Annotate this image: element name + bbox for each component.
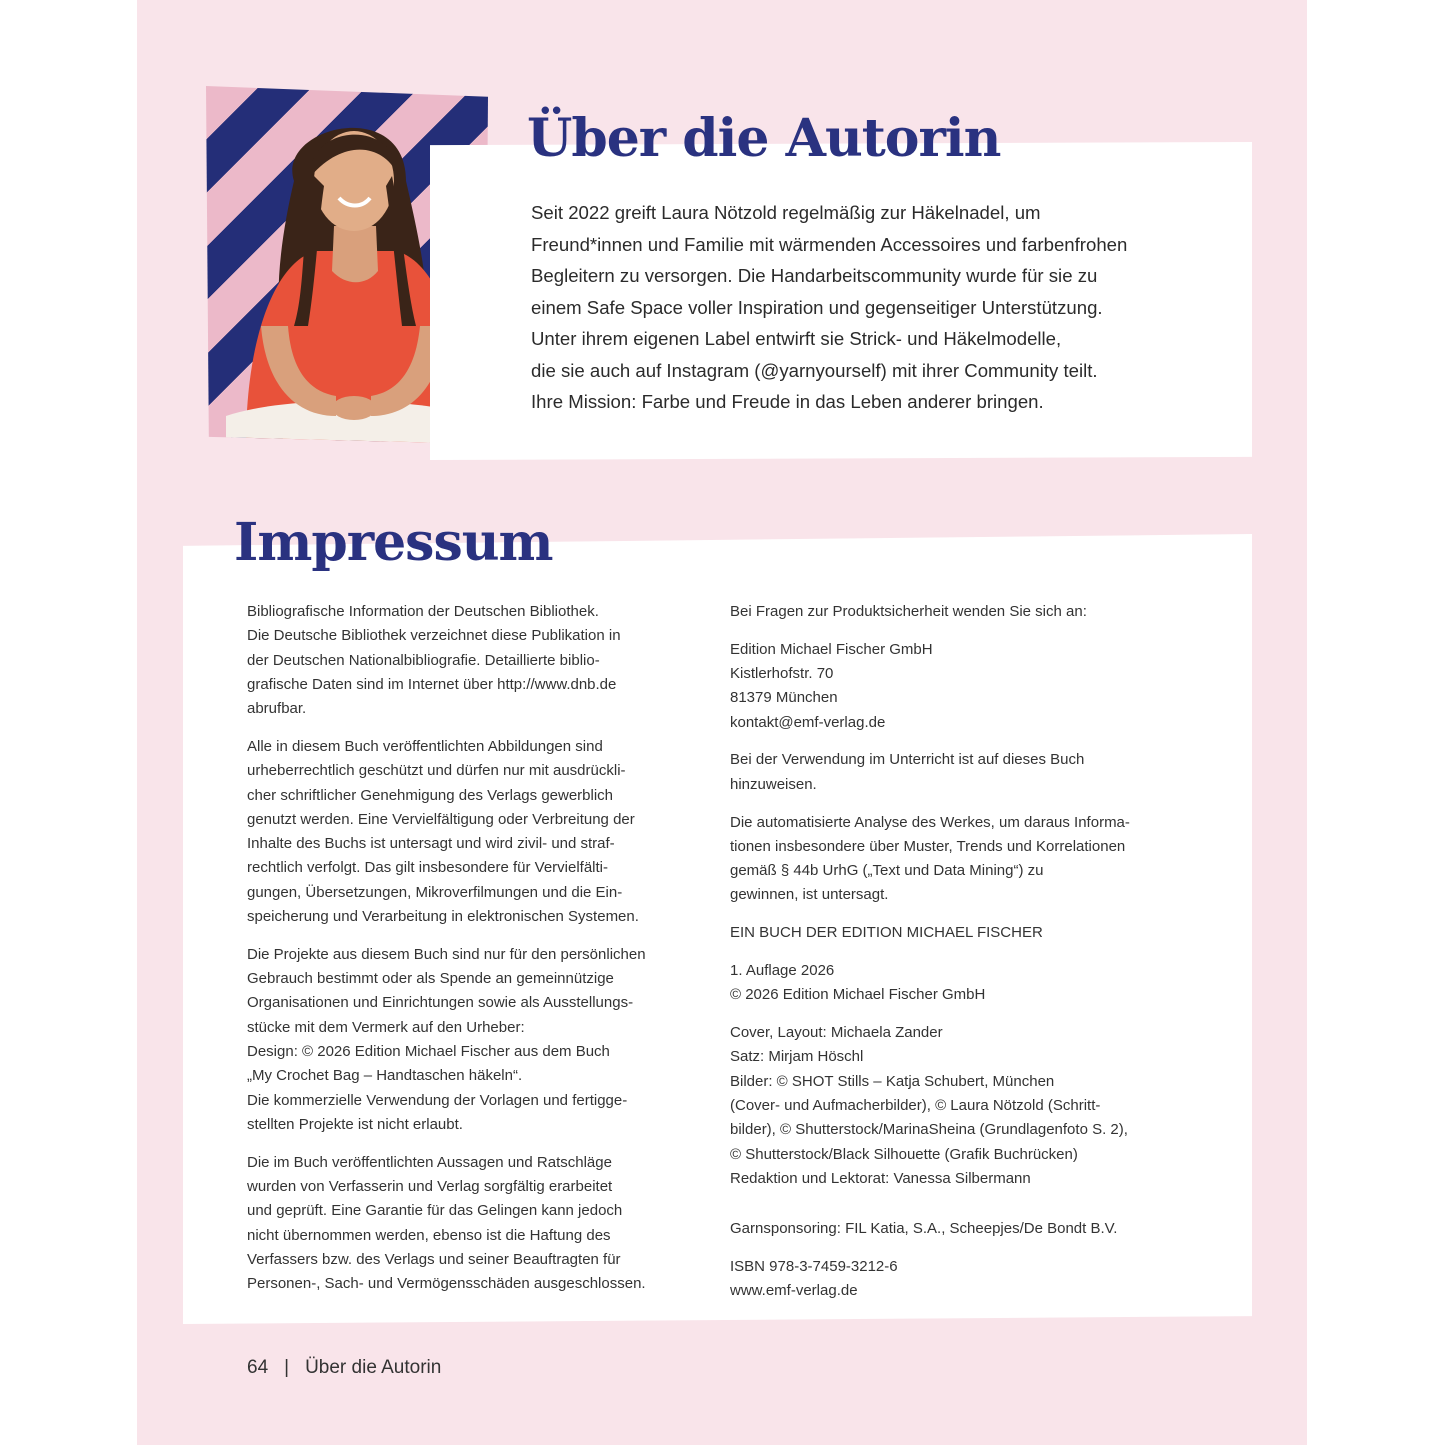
impressum-line: nicht übernommen werden, ebenso ist die Haftung des bbox=[247, 1226, 611, 1244]
impressum-paragraph bbox=[730, 638, 1230, 735]
impressum-line: EIN BUCH DER EDITION MICHAEL FISCHER bbox=[730, 924, 1043, 942]
impressum-line: 81379 München bbox=[730, 689, 838, 707]
impressum-paragraph bbox=[730, 959, 1230, 1008]
footer-separator: | bbox=[284, 1357, 290, 1378]
impressum-line: Garnsponsoring: FIL Katia, S.A., Scheepjes/De Bondt B.V. bbox=[730, 1220, 1118, 1238]
impressum-paragraph bbox=[730, 1217, 1230, 1241]
impressum-line: Die kommerzielle Verwendung der Vorlagen und fertigge- bbox=[247, 1091, 628, 1109]
bio-line: die sie auch auf Instagram (@yarnyourself) mit ihrer Community teilt. bbox=[531, 359, 1098, 381]
impressum-line: hinzuweisen. bbox=[730, 775, 817, 793]
impressum-line: cher schriftlicher Genehmigung des Verlags gewerblich bbox=[247, 786, 614, 804]
bio-line: Seit 2022 greift Laura Nötzold regelmäßig zur Häkelnadel, um bbox=[531, 202, 1041, 223]
impressum-line: Gebrauch bestimmt oder als Spende an gemeinnützige bbox=[247, 970, 614, 988]
impressum-paragraph bbox=[730, 748, 1230, 797]
impressum-line: Cover, Layout: Michaela Zander bbox=[730, 1024, 943, 1042]
impressum-paragraph bbox=[730, 1255, 1230, 1304]
impressum-line: Bibliografische Information der Deutschen Bibliothek. bbox=[247, 603, 599, 620]
impressum-line: Die im Buch veröffentlichten Aussagen und Ratschläge bbox=[247, 1153, 612, 1171]
page-number: 64 bbox=[247, 1357, 269, 1378]
impressum-line: bilder), © Shutterstock/MarinaSheina (Grundlagenfoto S. 2), bbox=[730, 1121, 1128, 1139]
author-heading: Über die Autorin bbox=[527, 108, 1001, 169]
impressum-line: Satz: Mirjam Höschl bbox=[730, 1048, 864, 1066]
impressum-paragraph bbox=[247, 943, 712, 1137]
impressum-line: gemäß § 44b UrhG („Text und Data Mining“) zu bbox=[730, 862, 1044, 880]
impressum-paragraph bbox=[730, 1021, 1230, 1191]
impressum-paragraph bbox=[730, 600, 1230, 624]
impressum-line: rechtlich verfolgt. Das gilt insbesondere für Vervielfälti- bbox=[247, 859, 608, 877]
impressum-line: Redaktion und Lektorat: Vanessa Silbermann bbox=[730, 1169, 1031, 1187]
impressum-line: genutzt werden. Eine Vervielfältigung oder Verbreitung der bbox=[247, 810, 635, 828]
bio-line: Freund*innen und Familie mit wärmenden Accessoires und farbenfrohen bbox=[531, 233, 1128, 255]
impressum-paragraph bbox=[730, 811, 1230, 908]
bio-line: Begleitern zu versorgen. Die Handarbeitscommunity wurde für sie zu bbox=[531, 265, 1098, 286]
impressum-line: Bei Fragen zur Produktsicherheit wenden Sie sich an: bbox=[730, 603, 1087, 620]
impressum-line: grafische Daten sind im Internet über http://www.dnb.de bbox=[247, 675, 617, 693]
impressum-line: der Deutschen Nationalbibliografie. Detaillierte biblio- bbox=[247, 651, 600, 669]
impressum-line: tionen insbesondere über Muster, Trends und Korrelationen bbox=[730, 837, 1126, 855]
bio-line: Unter ihrem eigenen Label entwirft sie Strick- und Häkelmodelle, bbox=[531, 328, 1062, 349]
impressum-line: abrufbar. bbox=[247, 700, 307, 718]
impressum-line: „My Crochet Bag – Handtaschen häkeln“. bbox=[247, 1067, 523, 1085]
impressum-line: stellten Projekte ist nicht erlaubt. bbox=[247, 1115, 463, 1133]
impressum-line: Edition Michael Fischer GmbH bbox=[730, 640, 933, 658]
impressum-line: Kistlerhofstr. 70 bbox=[730, 665, 834, 683]
impressum-line: urheberrechtlich geschützt und dürfen nur mit ausdrückli- bbox=[247, 762, 626, 780]
impressum-line: Die Projekte aus diesem Buch sind nur für den persönlichen bbox=[247, 945, 646, 963]
impressum-line: © 2026 Edition Michael Fischer GmbH bbox=[730, 986, 986, 1004]
impressum-line: Alle in diesem Buch veröffentlichten Abbildungen sind bbox=[247, 737, 603, 755]
impressum-line: Bilder: © SHOT Stills – Katja Schubert, München bbox=[730, 1072, 1055, 1090]
impressum-line: speicherung und Verarbeitung in elektronischen Systemen. bbox=[247, 908, 639, 926]
author-bio bbox=[531, 197, 1241, 418]
impressum-line: Design: © 2026 Edition Michael Fischer aus dem Buch bbox=[247, 1043, 610, 1061]
impressum-line: gungen, Übersetzungen, Mikroverfilmungen und die Ein- bbox=[247, 883, 623, 901]
impressum-paragraph bbox=[730, 921, 1230, 945]
impressum-line: © Shutterstock/Black Silhouette (Grafik Buchrücken) bbox=[730, 1145, 1078, 1163]
page-footer bbox=[247, 1357, 441, 1379]
impressum-line: Bei der Verwendung im Unterricht ist auf dieses Buch bbox=[730, 751, 1085, 769]
bio-line: einem Safe Space voller Inspiration und gegenseitiger Unterstützung. bbox=[531, 296, 1103, 318]
impressum-line: kontakt@emf-verlag.de bbox=[730, 713, 886, 731]
impressum-line: Die Deutsche Bibliothek verzeichnet diese Publikation in bbox=[247, 627, 621, 645]
impressum-line: Verfassers bzw. des Verlags und seiner Beauftragten für bbox=[247, 1250, 621, 1268]
impressum-line: 1. Auflage 2026 bbox=[730, 962, 835, 980]
impressum-line: stücke mit dem Vermerk auf den Urheber: bbox=[247, 1018, 525, 1036]
impressum-right-column bbox=[730, 600, 1230, 1317]
impressum-paragraph bbox=[247, 1151, 712, 1297]
impressum-line: Inhalte des Buchs ist untersagt und wird zivil- und straf- bbox=[247, 835, 615, 853]
impressum-line: ISBN 978-3-7459-3212-6 bbox=[730, 1258, 898, 1276]
impressum-paragraph bbox=[247, 735, 712, 929]
impressum-heading: Impressum bbox=[234, 512, 553, 573]
bio-line: Ihre Mission: Farbe und Freude in das Leben anderer bringen. bbox=[531, 391, 1044, 412]
footer-section-title: Über die Autorin bbox=[305, 1357, 442, 1378]
impressum-line: www.emf-verlag.de bbox=[730, 1282, 858, 1300]
impressum-line: Die automatisierte Analyse des Werkes, um daraus Informa- bbox=[730, 813, 1130, 831]
impressum-paragraph bbox=[247, 600, 712, 721]
impressum-line: gewinnen, ist untersagt. bbox=[730, 886, 889, 904]
impressum-line: Personen-, Sach- und Vermögensschäden ausgeschlossen. bbox=[247, 1275, 646, 1293]
impressum-left-column bbox=[247, 600, 712, 1310]
impressum-line: (Cover- und Aufmacherbilder), © Laura Nötzold (Schritt- bbox=[730, 1097, 1101, 1115]
impressum-line: wurden von Verfasserin und Verlag sorgfältig erarbeitet bbox=[247, 1178, 613, 1196]
impressum-line: Organisationen und Einrichtungen sowie als Ausstellungs- bbox=[247, 994, 634, 1012]
impressum-line: und geprüft. Eine Garantie für das Gelingen kann jedoch bbox=[247, 1202, 623, 1220]
